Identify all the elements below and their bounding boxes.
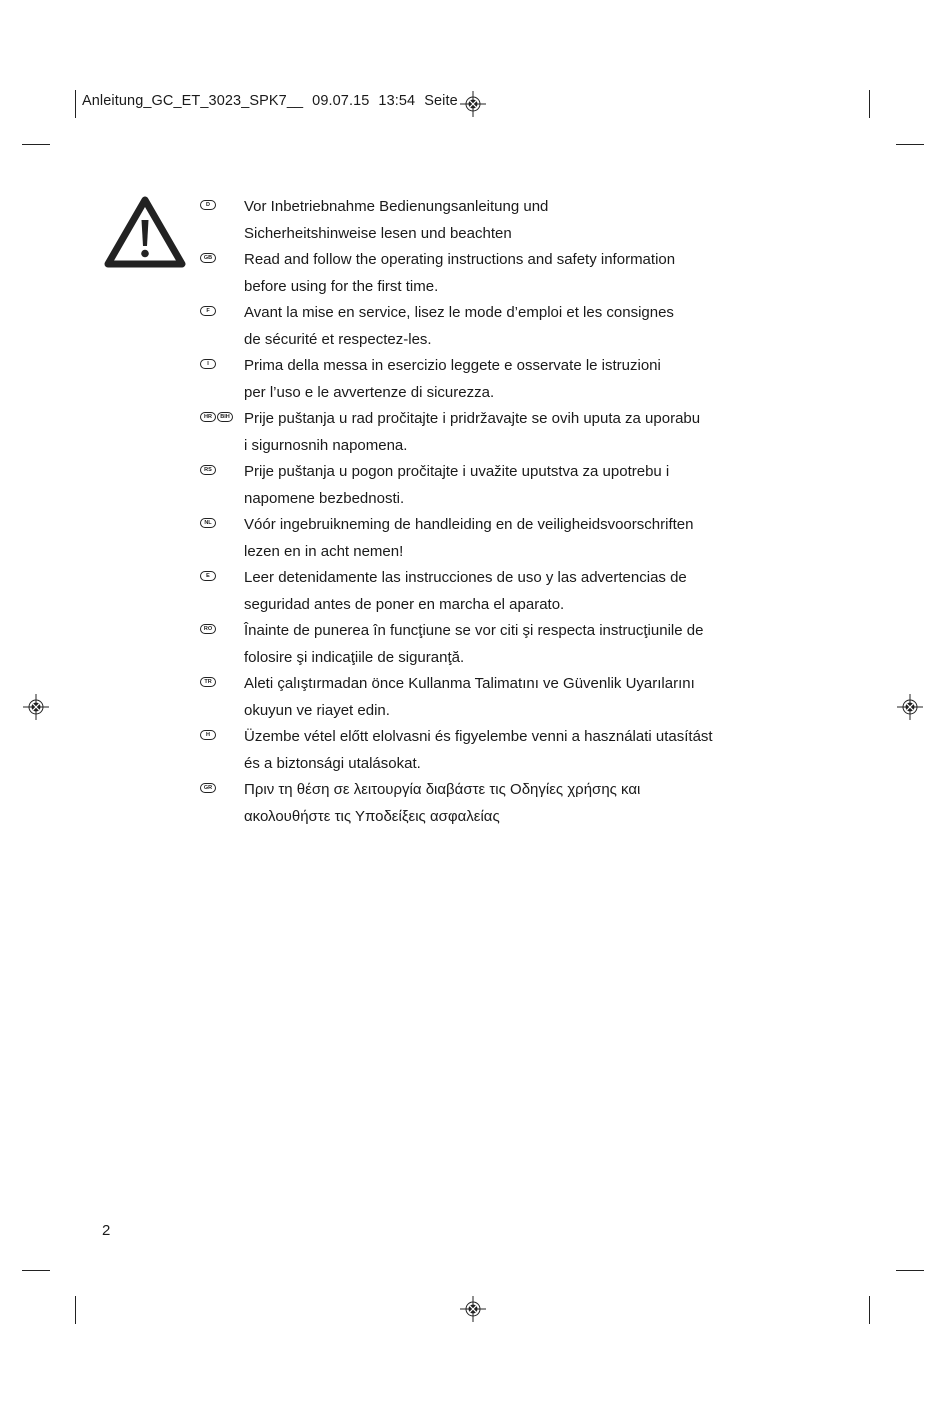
instruction-line: Read and follow the operating instructions and safety information [244, 251, 676, 268]
country-code-badge: GB [200, 253, 216, 263]
page-number: 2 [102, 1222, 111, 1239]
list-item [200, 300, 740, 353]
country-code-badge: BIH [217, 412, 233, 422]
list-item [200, 247, 740, 300]
instruction-line: Üzembe vétel előtt elolvasni és figyelembe venni a használati utasítást [244, 728, 713, 745]
instruction-line: de sécurité et respectez-les. [244, 330, 432, 348]
crop-mark-top-right-horizontal [896, 144, 924, 145]
registration-mark-icon [897, 694, 923, 720]
instruction-line: ακολουθήστε τις Υποδείξεις ασφαλείας [244, 807, 500, 825]
crop-mark-top-left-horizontal [22, 144, 50, 145]
crop-mark-bottom-left-horizontal [22, 1270, 50, 1271]
instruction-line: Prima della messa in esercizio leggete e osservate le istruzioni [244, 357, 661, 374]
country-code-badge: RS [200, 465, 216, 475]
instruction-line: folosire şi indicaţiile de siguranţă. [244, 648, 465, 666]
country-code-badge: E [200, 571, 216, 581]
instruction-line: Vor Inbetriebnahme Bedienungsanleitung und [244, 198, 549, 215]
instruction-line: Avant la mise en service, lisez le mode d’emploi et les consignes [244, 304, 674, 321]
instruction-line: Leer detenidamente las instrucciones de uso y las advertencias de [244, 569, 687, 586]
instruction-line: Sicherheitshinweise lesen und beachten [244, 224, 512, 242]
instruction-line: Prije puštanja u pogon pročitajte i uvažite uputstva za upotrebu i [244, 463, 670, 480]
country-code-badge: TR [200, 677, 216, 687]
country-code-badge: RO [200, 624, 216, 634]
country-code-badge: HR [200, 412, 216, 422]
list-item [200, 724, 740, 777]
country-code-badge: H [200, 730, 216, 740]
instruction-line: Prije puštanja u rad pročitajte i pridržavajte se ovih uputa za uporabu [244, 410, 701, 427]
instruction-line: seguridad antes de poner en marcha el aparato. [244, 595, 565, 613]
registration-mark-icon [23, 694, 49, 720]
instruction-line: napomene bezbednosti. [244, 489, 405, 507]
list-item [200, 512, 740, 565]
crop-mark-top-left-vertical [75, 90, 76, 118]
country-code-badge: NL [200, 518, 216, 528]
country-code-badge: D [200, 200, 216, 210]
instruction-line: Vóór ingebruikneming de handleiding en de veiligheidsvoorschriften [244, 516, 694, 533]
warning-triangle-icon [104, 196, 186, 268]
country-code-badge: F [200, 306, 216, 316]
safety-instructions-list [200, 194, 740, 830]
instruction-line: per l’uso e le avvertenze di sicurezza. [244, 383, 495, 401]
instruction-line: Πριν τη θέση σε λειτουργία διαβάστε τις Οδηγίες χρήσης και [244, 781, 641, 798]
country-code-badge: I [200, 359, 216, 369]
list-item [200, 671, 740, 724]
list-item [200, 353, 740, 406]
instruction-line: lezen en in acht nemen! [244, 542, 404, 560]
instruction-line: okuyun ve riayet edin. [244, 701, 390, 719]
crop-mark-bottom-right-vertical [869, 1296, 870, 1324]
crop-mark-bottom-left-vertical [75, 1296, 76, 1324]
instruction-line: i sigurnosnih napomena. [244, 436, 408, 454]
instruction-line: Aleti çalıştırmadan önce Kullanma Talimatını ve Güvenlik Uyarılarını [244, 675, 695, 692]
crop-mark-bottom-right-horizontal [896, 1270, 924, 1271]
list-item [200, 194, 740, 247]
instruction-line: és a biztonsági utalásokat. [244, 754, 421, 772]
registration-mark-icon [460, 1296, 486, 1322]
instruction-line: before using for the first time. [244, 277, 439, 295]
list-item [200, 777, 740, 830]
slug-time: 13:54 [378, 93, 416, 109]
slug-date: 09.07.15 [312, 93, 370, 109]
registration-mark-icon [460, 91, 486, 117]
list-item [200, 459, 740, 512]
print-slug [82, 93, 467, 109]
country-code-badge: GR [200, 783, 216, 793]
slug-page-label: Seite [424, 93, 458, 109]
instruction-line: Înainte de punerea în funcţiune se vor citi şi respecta instrucţiunile de [244, 622, 704, 639]
slug-filename: Anleitung_GC_ET_3023_SPK7__ [82, 93, 304, 109]
crop-mark-top-right-vertical [869, 90, 870, 118]
list-item [200, 565, 740, 618]
list-item [200, 406, 740, 459]
list-item [200, 618, 740, 671]
